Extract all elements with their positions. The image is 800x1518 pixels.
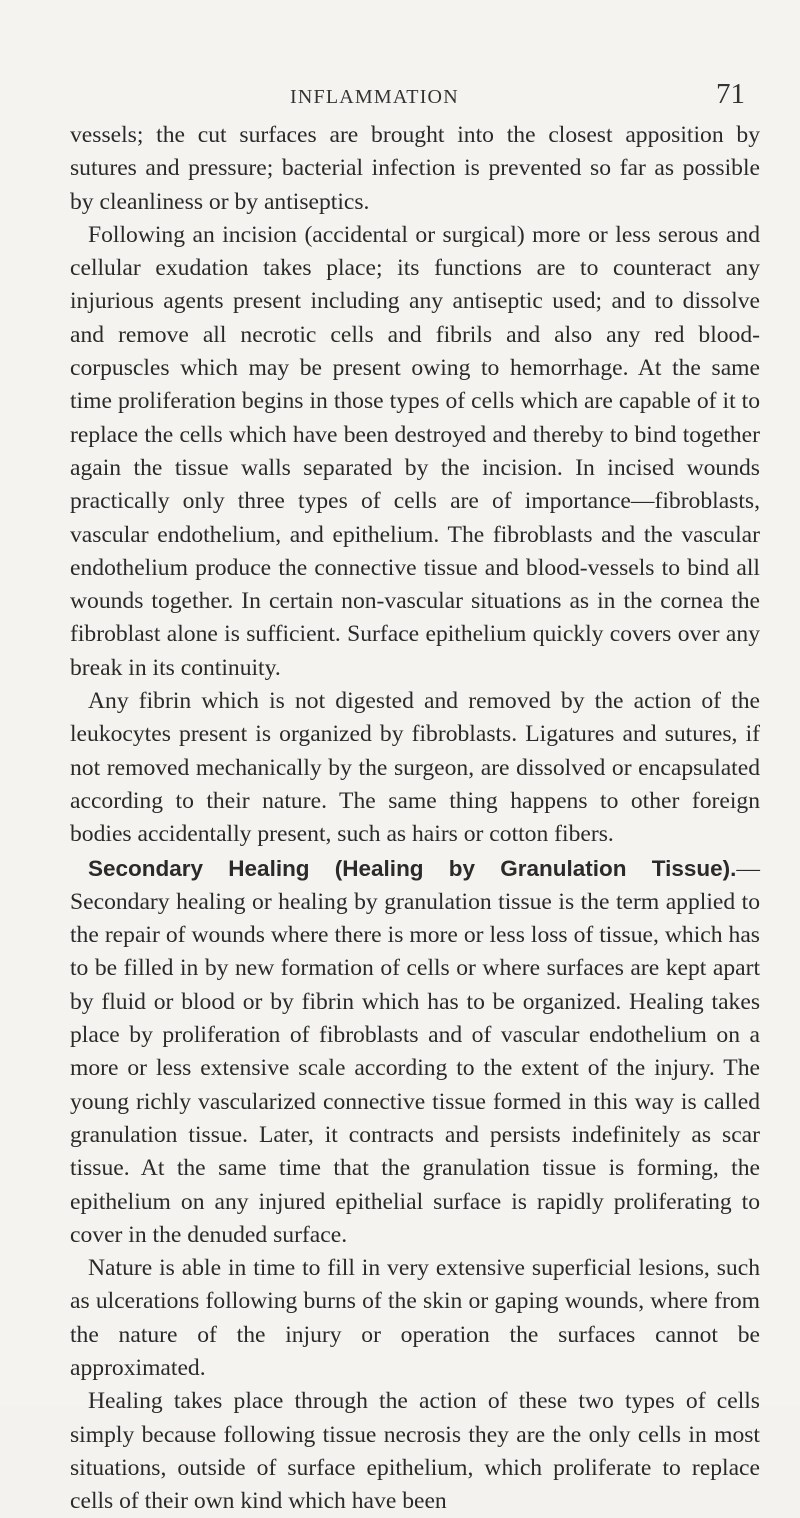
- body-text: [70, 119, 760, 1518]
- paragraph-text: Nature is able in time to fill in very extensive superficial lesions, such as ulcerations following burns of the skin or gaping wounds, where from the nature of the injury or operation the surfaces cannot be approximated.: [70, 1255, 760, 1381]
- section-heading: Secondary Healing (Healing by Granulation Tissue).: [88, 855, 737, 881]
- paragraph-4: [70, 852, 760, 1253]
- paragraph-6: [70, 1385, 760, 1518]
- paragraph-text: Healing takes place through the action of these two types of cells simply because following tissue necrosis they are the only cells in most situations, outside of surface epithelium, which proliferate to replace cells of their own kind which have been: [70, 1388, 760, 1515]
- running-title: INFLAMMATION: [290, 86, 459, 108]
- paragraph-text: Any fibrin which is not digested and removed by the action of the leukocytes present is organized by fibroblasts. Ligatures and sutures, if not removed mechanically by the surgeon, are dissolved or encapsulated according to their nature. The same thing happens to other foreign bodies accidentally present, such as hairs or cotton fibers.: [70, 688, 760, 848]
- paragraph-text: Following an incision (accidental or surgical) more or less serous and cellular exudation takes place; its functions are to counteract any injurious agents present including any antiseptic used; and to dissolve and remove all necrotic cells and fibrils and also any red blood-corpuscles which may be present owing to hemorrhage. At the same time proliferation begins in those types of cells which are capable of it to replace the cells which have been destroyed and thereby to bind together again the tissue walls separated by the incision. In incised wounds practically only three types of cells are of importance—fibroblasts, vascular endothelium, and epithelium. The fibroblasts and the vascular endothelium produce the connective tissue and blood-vessels to bind all wounds together. In certain non-vascular situations as in the cornea the fibroblast alone is sufficient. Surface epithelium quickly covers over any break in its continuity.: [70, 221, 760, 681]
- paragraph-text: —Secondary healing or healing by granulation tissue is the term applied to the repair of wounds where there is more or less loss of tissue, which has to be filled in by new formation of cells or where surfaces are kept apart by fluid or blood or by fibrin which has to be organized. Healing takes place by proliferation of fibroblasts and of vascular endothelium on a more or less extensive scale according to the extent of the injury. The young richly vascularized connective tissue formed in this way is called granulation tissue. Later, it contracts and persists indefinitely as scar tissue. At the same time that the granulation tissue is forming, the epithelium on any injured epithelial surface is rapidly proliferating to cover in the denuded surface.: [70, 855, 760, 1248]
- running-head: [0, 66, 800, 110]
- paragraph-3: [70, 685, 760, 851]
- page-number: 71: [716, 78, 745, 110]
- paragraph-1: [70, 119, 760, 219]
- paragraph-2: [70, 219, 760, 685]
- paragraph-5: [70, 1252, 760, 1385]
- paragraph-text: vessels; the cut surfaces are brought into the closest apposition by sutures and pressure; bacterial infection is prevented so far as possible by cleanliness or by antiseptics.: [70, 122, 760, 215]
